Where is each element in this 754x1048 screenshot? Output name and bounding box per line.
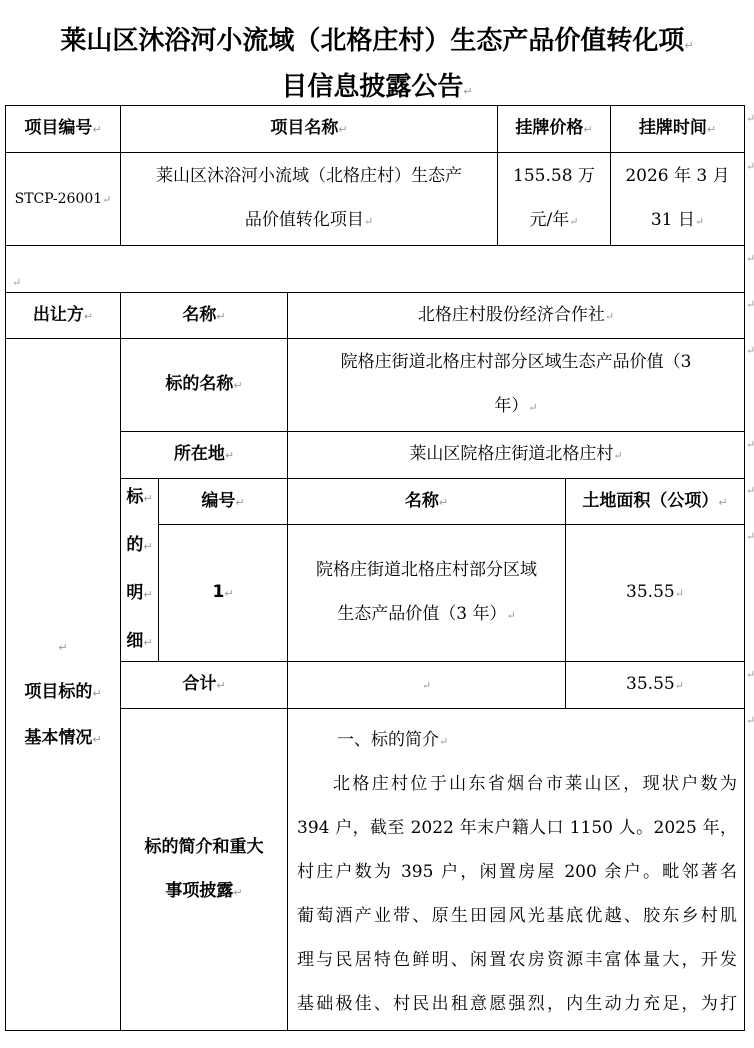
detail-header-area <box>565 478 745 525</box>
header-price <box>497 105 611 153</box>
total-area <box>565 661 745 709</box>
detail-header-area-text: 土地面积（公项） ↵ <box>582 479 727 525</box>
detail-label-char: 明 ↵ <box>126 570 152 618</box>
header-name <box>120 105 498 153</box>
header-time-text: 挂牌时间 ↵ <box>639 106 716 152</box>
intro-line: 村庄户数为 395 户，闲置房屋 200 余户。毗邻著名 <box>297 862 737 882</box>
seller-label <box>5 292 121 339</box>
subject-section-line2: 基本情况 ↵ <box>24 716 101 762</box>
project-code <box>5 152 121 246</box>
seller-name <box>287 292 745 339</box>
detail-header-no <box>158 478 288 525</box>
subject-name <box>287 338 745 432</box>
total-label <box>120 661 288 709</box>
location-label-text: 所在地 ↵ <box>174 432 234 478</box>
project-price-line2: 元/年 ↵ <box>530 198 579 244</box>
subject-name-label-text: 标的名称 ↵ <box>165 362 242 408</box>
project-price <box>497 152 611 246</box>
detail-row-name-line1: 院格庄街道北格庄村部分区域 <box>316 560 537 580</box>
project-time-line1: 2026 年 3 月 <box>625 166 730 186</box>
seller-label-text: 出让方 ↵ <box>33 293 93 339</box>
doc-title-line2: 目信息披露公告 ↵ <box>0 66 754 103</box>
detail-label-char: 细 ↵ <box>126 618 152 666</box>
total-area-text: 35.55 ↵ <box>626 662 684 708</box>
empty-mark <box>12 274 21 290</box>
detail-row-no <box>158 524 288 662</box>
intro-heading: 一、标的简介 ↵ <box>337 730 448 750</box>
subject-name-line1: 院格庄街道北格庄村部分区域生态产品价值（3 <box>340 352 692 372</box>
intro-label-line1: 标的简介和重大 <box>144 836 264 857</box>
seller-name-label <box>120 292 288 339</box>
blank-mark <box>58 624 67 670</box>
intro-label <box>120 708 288 1031</box>
detail-row-name <box>287 524 566 662</box>
header-code-text: 项目编号 ↵ <box>24 106 101 152</box>
row-end-mark <box>746 112 754 125</box>
row-end-mark <box>746 438 754 451</box>
total-name <box>287 661 566 709</box>
location <box>287 431 745 479</box>
project-time <box>610 152 745 246</box>
subject-section-line1: 项目标的 ↵ <box>24 670 101 716</box>
row-end-mark <box>746 160 754 173</box>
project-name-line2: 品价值转化项目 ↵ <box>245 198 373 244</box>
row-end-mark <box>746 530 754 543</box>
detail-row-area <box>565 524 745 662</box>
project-price-line1: 155.58 万 <box>513 166 595 186</box>
detail-label-char: 的 ↵ <box>126 522 152 570</box>
detail-label-char: 标 ↵ <box>126 474 152 522</box>
row-end-mark <box>746 668 754 681</box>
detail-row-no-text: 1 ↵ <box>212 570 233 616</box>
detail-header-no-text: 编号 ↵ <box>201 479 244 525</box>
doc-title-line1: 莱山区沐浴河小流域（北格庄村）生态产品价值转化项 ↵ <box>0 20 754 57</box>
seller-name-text: 北格庄村股份经济合作社 ↵ <box>418 293 614 339</box>
subject-name-line2: 年） ↵ <box>494 384 537 430</box>
header-code <box>5 105 121 153</box>
project-time-line2: 31 日 ↵ <box>651 198 704 244</box>
intro-line: 北格庄村位于山东省烟台市莱山区，现状户数为 <box>333 774 737 794</box>
intro-line: 葡萄酒产业带、原生田园风光基底优越、胶东乡村肌 <box>297 906 737 926</box>
seller-name-label-text: 名称 ↵ <box>182 293 225 339</box>
intro-line: 理与民居特色鲜明、闲置农房资源丰富体量大，开发 <box>297 950 737 970</box>
subject-section-label <box>5 338 121 1031</box>
detail-row-name-line2: 生态产品价值（3 年） ↵ <box>337 592 515 638</box>
project-name <box>120 152 498 246</box>
detail-row-area-text: 35.55 ↵ <box>626 570 684 616</box>
intro-text <box>297 718 737 1026</box>
detail-label <box>120 478 159 662</box>
header-time <box>610 105 745 153</box>
row-end-mark <box>746 484 754 497</box>
header-price-text: 挂牌价格 ↵ <box>515 106 592 152</box>
intro-line: 394 户，截至 2022 年末户籍人口 1150 人。2025 年， <box>297 818 737 838</box>
total-label-text: 合计 ↵ <box>182 662 225 708</box>
detail-header-name <box>287 478 566 525</box>
location-text: 莱山区院格庄街道北格庄村 ↵ <box>409 432 622 478</box>
row-end-mark <box>746 714 754 727</box>
empty-row <box>5 245 745 293</box>
header-name-text: 项目名称 ↵ <box>270 106 347 152</box>
project-name-line1: 莱山区沐浴河小流域（北格庄村）生态产 <box>156 166 462 186</box>
location-label <box>120 431 288 479</box>
intro-label-line2: 事项披露 ↵ <box>165 869 242 915</box>
row-end-mark <box>746 252 754 265</box>
row-end-mark <box>746 344 754 357</box>
project-code-text: STCP-26001 ↵ <box>15 177 112 222</box>
row-end-mark <box>746 298 754 311</box>
total-name-empty <box>422 662 431 708</box>
subject-name-label <box>120 338 288 432</box>
intro-line: 基础极佳、村民出租意愿强烈，内生动力充足，为打 <box>297 994 737 1014</box>
detail-header-name-text: 名称 ↵ <box>405 479 448 525</box>
